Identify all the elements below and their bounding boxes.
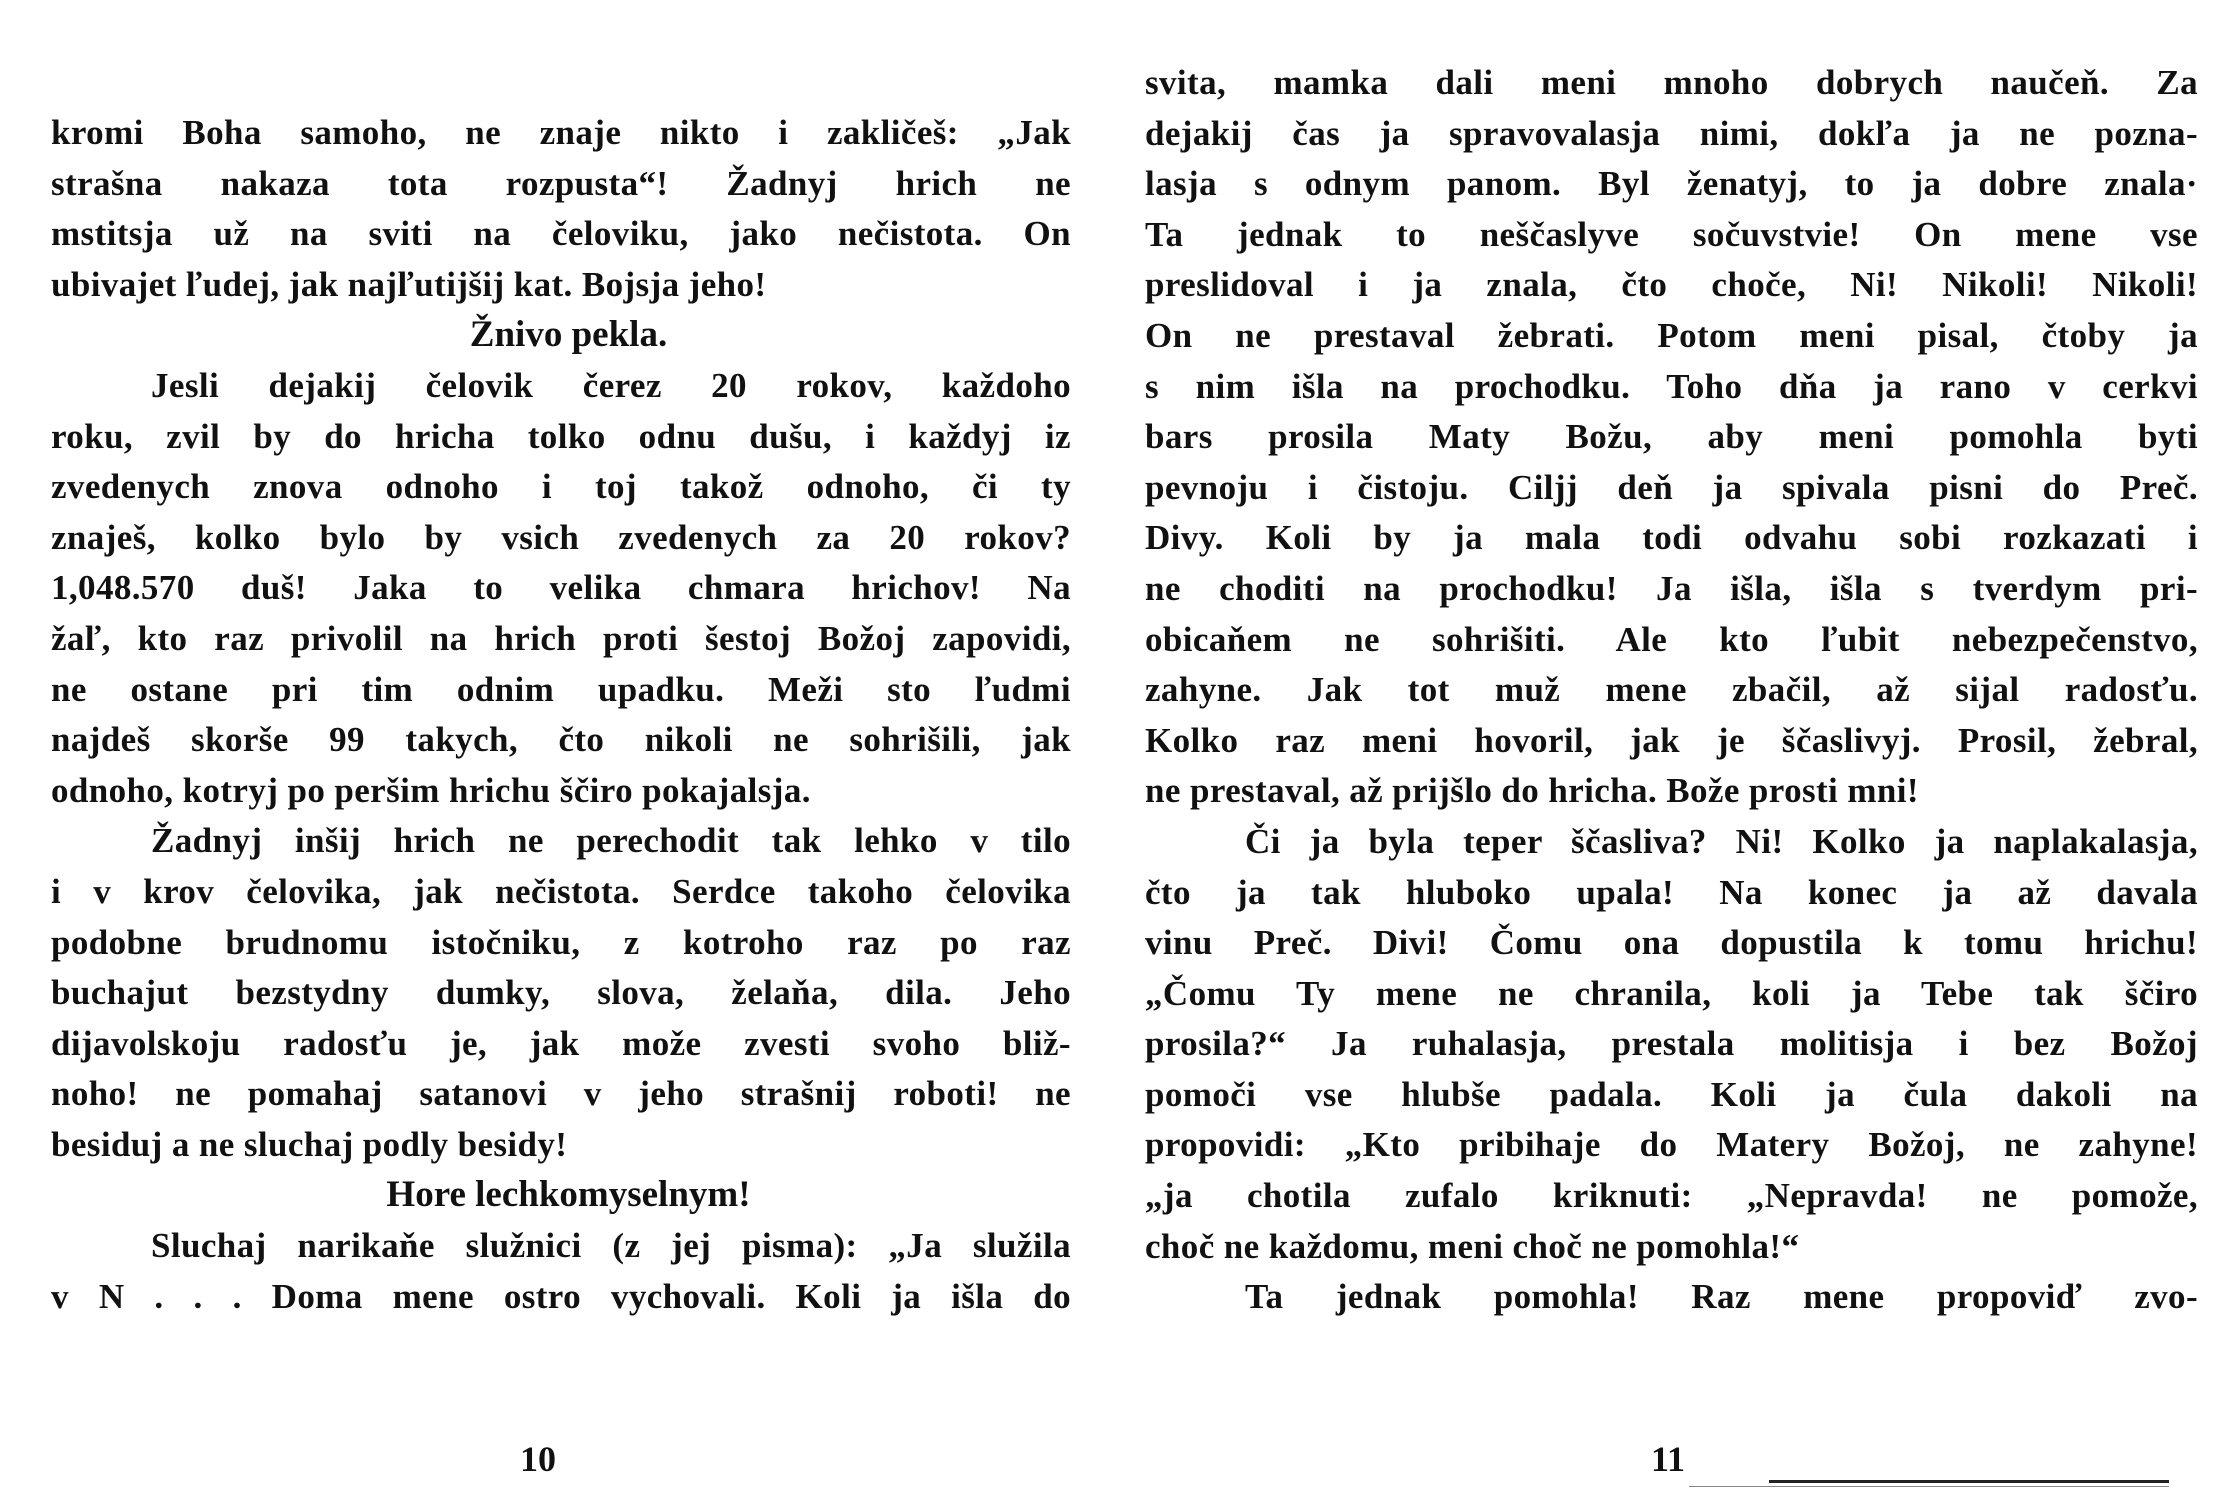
text-line: strašna nakaza tota rozpusta“! Žadnyj hrich ne <box>51 163 1071 203</box>
text-line: dejakij čas ja spravovalasja nimi, dokľa ja ne pozna- <box>1145 113 2198 153</box>
text-line: najdeš skorše 99 takych, čto nikoli ne sohrišili, jak <box>51 720 1071 760</box>
text-line: obicaňem ne sohrišiti. Ale kto ľubit nebezpečenstvo, <box>1145 619 2198 659</box>
text-line: Či ja byla teper ščasliva? Ni! Kolko ja naplakalasja, <box>1245 821 2198 861</box>
text-line: dijavolskoju radosťu je, jak može zvesti svoho bliž- <box>51 1023 1071 1063</box>
text-line: Ta jednak pomohla! Raz mene propoviď zvo- <box>1245 1277 2198 1317</box>
text-line: čto ja tak hluboko upala! Na konec ja až davala <box>1145 872 2198 912</box>
text-line: Divy. Koli by ja mala todi odvahu sobi rozkazati i <box>1145 518 2198 558</box>
heading-hore-lechkomyselnym: Hore lechkomyselnym! <box>386 1174 751 1216</box>
text-line: s nim išla na prochodku. Toho dňa ja rano v cerkvi <box>1145 366 2198 406</box>
text-line: kromi Boha samoho, ne znaje nikto i zakličeš: „Jak <box>51 113 1071 152</box>
text-line: Žadnyj inšij hrich ne perechodit tak lehko v tilo <box>151 821 1071 861</box>
text-line: lasja s odnym panom. Byl ženatyj, to ja dobre znala· <box>1145 164 2198 204</box>
text-line: 1,048.570 duš! Jaka to velika chmara hrichov! Na <box>51 568 1071 608</box>
heading-znivo-pekla: Žnivo pekla. <box>469 314 668 356</box>
text-line: „Čomu Ty mene ne chranila, koli ja Tebe tak ščiro <box>1145 973 2198 1013</box>
text-line: mstitsja už na sviti na čeloviku, jako nečistota. On <box>51 214 1071 254</box>
text-line: pomoči vse hlubše padala. Koli ja čula dakoli na <box>1145 1074 2198 1114</box>
text-line: podobne brudnomu istočniku, z kotroho raz po raz <box>51 922 1071 962</box>
text-line: Jesli dejakij čelovik čerez 20 rokov, každoho <box>151 365 1071 405</box>
text-line: znaješ, kolko bylo by vsich zvedenych za 20 rokov? <box>51 517 1071 557</box>
text-line: roku, zvil by do hricha tolko odnu dušu, i každyj iz <box>51 416 1071 456</box>
text-line: prosila?“ Ja ruhalasja, prestala molitisja i bez Božoj <box>1145 1024 2198 1064</box>
footer-rule <box>1769 1480 2169 1483</box>
text-line: ubivajet ľudej, jak najľutijšij kat. Bojsja jeho! <box>51 264 767 304</box>
left-text-block-3 <box>51 1221 1071 1322</box>
left-text-block-1 <box>51 108 1071 310</box>
text-line: vinu Preč. Divi! Čomu ona dopustila k tomu hrichu! <box>1145 923 2198 963</box>
page-number-right: 11 <box>1651 1439 1686 1479</box>
page-number-left: 10 <box>520 1439 556 1479</box>
text-line: pevnoju i čistoju. Ciljj deň ja spivala pisni do Preč. <box>1145 467 2198 507</box>
text-line: propovidi: „Kto pribihaje do Matery Božoj, ne zahyne! <box>1145 1125 2198 1165</box>
text-line: besiduj a ne sluchaj podly besidy! <box>51 1124 568 1164</box>
left-text-block-2 <box>51 361 1071 1171</box>
footer-rule-thin <box>1689 1486 2169 1487</box>
text-line: On ne prestaval žebrati. Potom meni pisal, čtoby ja <box>1145 315 2198 355</box>
text-line: preslidoval i ja znala, čto choče, Ni! Nikoli! Nikoli! <box>1145 265 2198 305</box>
right-page <box>1109 0 2218 1500</box>
text-line: ne ostane pri tim odnim upadku. Meži sto ľudmi <box>51 669 1071 709</box>
text-line: buchajut bezstydny dumky, slova, želaňa, dila. Jeho <box>51 973 1071 1013</box>
text-line: žaľ, kto raz privolil na hrich proti šestoj Božoj zapovidi, <box>51 618 1071 658</box>
right-text-block <box>1145 58 2198 1323</box>
text-line: i v krov čelovika, jak nečistota. Serdce takoho čelovika <box>51 871 1071 911</box>
text-line: v N . . . Doma mene ostro vychovali. Koli ja išla do <box>51 1276 1071 1316</box>
text-line: „ja chotila zufalo kriknuti: „Nepravda! ne pomože, <box>1145 1176 2198 1216</box>
text-line: ne prestaval, až prijšlo do hricha. Bože prosti mni! <box>1145 771 1919 811</box>
text-line: ne choditi na prochodku! Ja išla, išla s tverdym pri- <box>1145 568 2198 608</box>
text-line: bars prosila Maty Božu, aby meni pomohla byti <box>1145 417 2198 457</box>
text-line: zvedenych znova odnoho i toj takož odnoho, či ty <box>51 467 1071 507</box>
text-line: svita, mamka dali meni mnoho dobrych naučeň. Za <box>1145 63 2198 102</box>
text-line: noho! ne pomahaj satanovi v jeho strašnij roboti! ne <box>51 1074 1071 1114</box>
text-line: Sluchaj narikaňe služnici (z jej pisma): „Ja služila <box>151 1226 1071 1266</box>
text-line: choč ne každomu, meni choč ne pomohla!“ <box>1145 1226 1800 1266</box>
text-line: zahyne. Jak tot muž mene zbačil, až sijal radosťu. <box>1145 670 2198 710</box>
text-line: Kolko raz meni hovoril, jak je ščaslivyj. Prosil, žebral, <box>1145 720 2198 760</box>
text-line: Ta jednak to neščaslyve sočuvstvie! On mene vse <box>1145 214 2198 254</box>
text-line: odnoho, kotryj po peršim hrichu ščiro pokajalsja. <box>51 770 811 810</box>
